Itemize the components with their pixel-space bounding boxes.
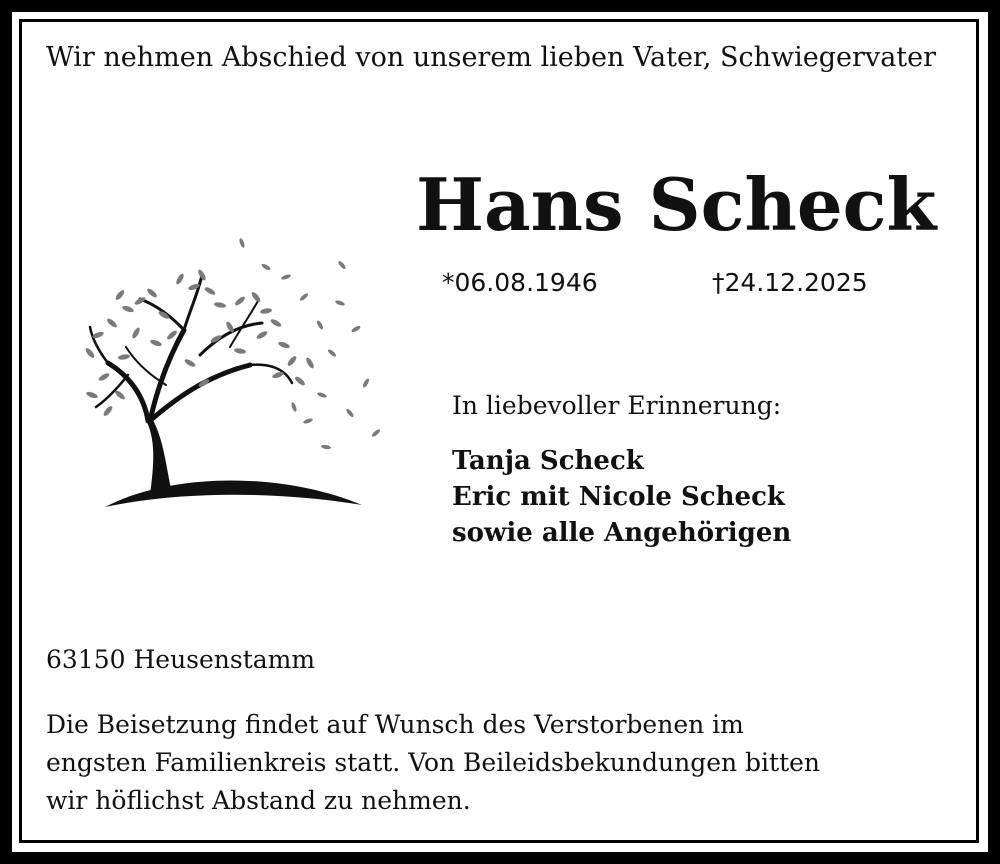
tree-in-wind-icon: [80, 235, 390, 520]
deceased-name: Hans Scheck: [416, 162, 937, 247]
city-line: 63150 Heusenstamm: [46, 645, 316, 674]
death-date: †24.12.2025: [712, 268, 868, 297]
birth-date: *06.08.1946: [442, 268, 598, 297]
mourner-name: Tanja Scheck: [452, 446, 644, 476]
mourner-name: Eric mit Nicole Scheck: [452, 482, 785, 512]
memory-heading: In liebevoller Erinnerung:: [452, 391, 782, 420]
funeral-note-line: Die Beisetzung findet auf Wunsch des Verstorbenen im: [46, 710, 744, 739]
mourner-name: sowie alle Angehörigen: [452, 518, 792, 548]
funeral-note-line: engsten Familienkreis statt. Von Beileidsbekundungen bitten: [46, 748, 821, 777]
intro-text: Wir nehmen Abschied von unserem lieben Vater, Schwiegervater: [46, 42, 937, 73]
funeral-note-line: wir höflichst Abstand zu nehmen.: [46, 786, 471, 815]
